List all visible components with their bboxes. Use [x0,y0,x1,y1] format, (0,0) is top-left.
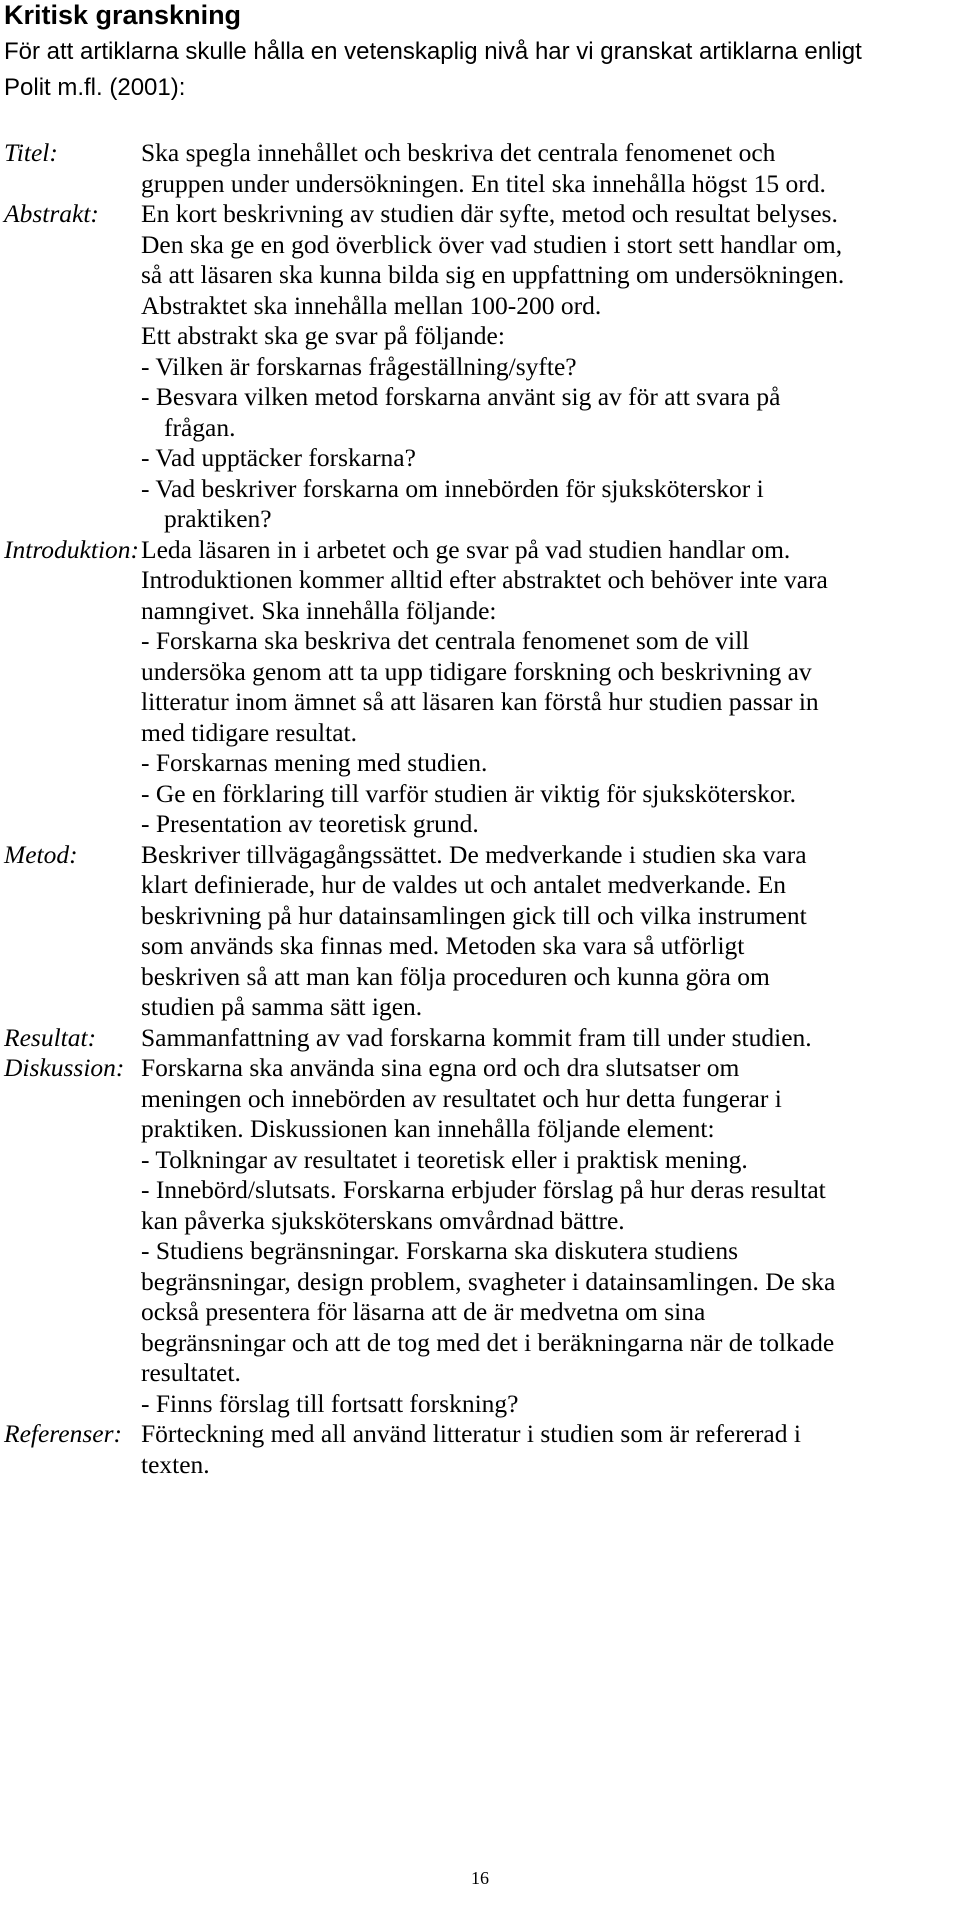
section-text-line: - Finns förslag till fortsatt forskning? [141,1388,519,1418]
section-text-line: - Ge en förklaring till varför studien är viktig för sjuksköterskor. [141,778,797,808]
section-text-line: - Vilken är forskarnas frågeställning/syfte? [141,351,577,381]
page-number: 16 [471,1868,489,1888]
section-label-titel: Titel: [4,138,58,167]
section-text-line: frågan. [164,412,236,442]
section-text-line: Den ska ge en god överblick över vad studien i stort sett handlar om, [141,229,843,259]
section-text-line: som används ska finnas med. Metoden ska vara så utförligt [141,931,745,960]
section-text-line: beskrivning på hur datainsamlingen gick till och vilka instrument [141,900,807,930]
section-text-line: Leda läsaren in i arbetet och ge svar på vad studien handlar om. [141,534,791,564]
section-text-line: praktiken? [164,504,272,533]
section-text-line: litteratur inom ämnet så att läsaren kan förstå hur studien passar in [141,687,819,716]
section-text-line: Förteckning med all använd litteratur i studien som är refererad i [141,1419,801,1448]
section-text-line: också presentera för läsarna att de är medvetna om sina [141,1297,706,1326]
section-text-line: - Tolkningar av resultatet i teoretisk eller i praktisk mening. [141,1144,748,1174]
section-text-line: texten. [141,1449,210,1479]
section-text-line: En kort beskrivning av studien där syfte, metod och resultat belyses. [141,199,838,228]
section-label-abstrakt: Abstrakt: [4,199,99,228]
section-text-line: praktiken. Diskussionen kan innehålla följande element: [141,1114,715,1143]
section-label-metod: Metod: [4,839,78,869]
section-text-line: - Presentation av teoretisk grund. [141,809,479,838]
section-text-line: så att läsaren ska kunna bilda sig en uppfattning om undersökningen. [141,260,845,289]
section-text-line: Ett abstrakt ska ge svar på följande: [141,321,505,350]
section-text-line: kan påverka sjuksköterskans omvårdnad bättre. [141,1205,625,1235]
section-text-line: meningen och innebörden av resultatet och hur detta fungerar i [141,1083,782,1113]
section-text-line: - Forskarna ska beskriva det centrala fenomenet som de vill [141,626,750,655]
section-text-line: med tidigare resultat. [141,717,357,747]
intro-line: För att artiklarna skulle hålla en vetenskaplig nivå har vi granskat artiklarna enligt [4,38,862,65]
section-text-line: Forskarna ska använda sina egna ord och dra slutsatser om [141,1053,740,1082]
section-text-line: Ska spegla innehållet och beskriva det centrala fenomenet och [141,138,776,167]
section-text-line: begränsningar och att de tog med det i beräkningarna när de tolkade [141,1327,835,1357]
section-text-line: Sammanfattning av vad forskarna kommit fram till under studien. [141,1022,812,1052]
section-text-line: - Innebörd/slutsats. Forskarna erbjuder förslag på hur deras resultat [141,1175,826,1204]
section-text-line: begränsningar, design problem, svagheter i datainsamlingen. De ska [141,1266,836,1296]
section-text-line: Beskriver tillvägagångssättet. De medverkande i studien ska vara [141,839,807,869]
section-text-line: - Studiens begränsningar. Forskarna ska diskutera studiens [141,1236,739,1265]
section-label-resultat: Resultat: [4,1022,97,1052]
section-text-line: namngivet. Ska innehålla följande: [141,595,497,625]
section-text-line: Abstraktet ska innehålla mellan 100-200 ord. [141,290,602,320]
document-heading: Kritisk granskning [4,0,242,30]
section-text-line: klart definierade, hur de valdes ut och antalet medverkande. En [141,870,787,899]
intro-paragraph [4,34,954,106]
section-label-referenser: Referenser: [4,1419,122,1448]
section-text-line: - Forskarnas mening med studien. [141,748,488,777]
section-text-line: gruppen under undersökningen. En titel ska innehålla högst 15 ord. [141,168,826,198]
section-text-line: - Vad upptäcker forskarna? [141,443,416,472]
section-text-line: - Besvara vilken metod forskarna använt sig av för att svara på [141,382,781,411]
section-text-line: resultatet. [141,1358,241,1387]
section-text-line: - Vad beskriver forskarna om innebörden för sjuksköterskor i [141,473,764,503]
section-text-line: undersöka genom att ta upp tidigare forskning och beskrivning av [141,656,812,686]
section-text-line: Introduktionen kommer alltid efter abstraktet och behöver inte vara [141,565,828,594]
section-label-diskussion: Diskussion: [4,1053,125,1082]
section-label-introduktion: Introduktion: [4,534,140,564]
section-text-line: beskriven så att man kan följa proceduren och kunna göra om [141,961,770,991]
section-text-line: studien på samma sätt igen. [141,992,423,1021]
intro-line: Polit m.fl. (2001): [4,74,186,101]
